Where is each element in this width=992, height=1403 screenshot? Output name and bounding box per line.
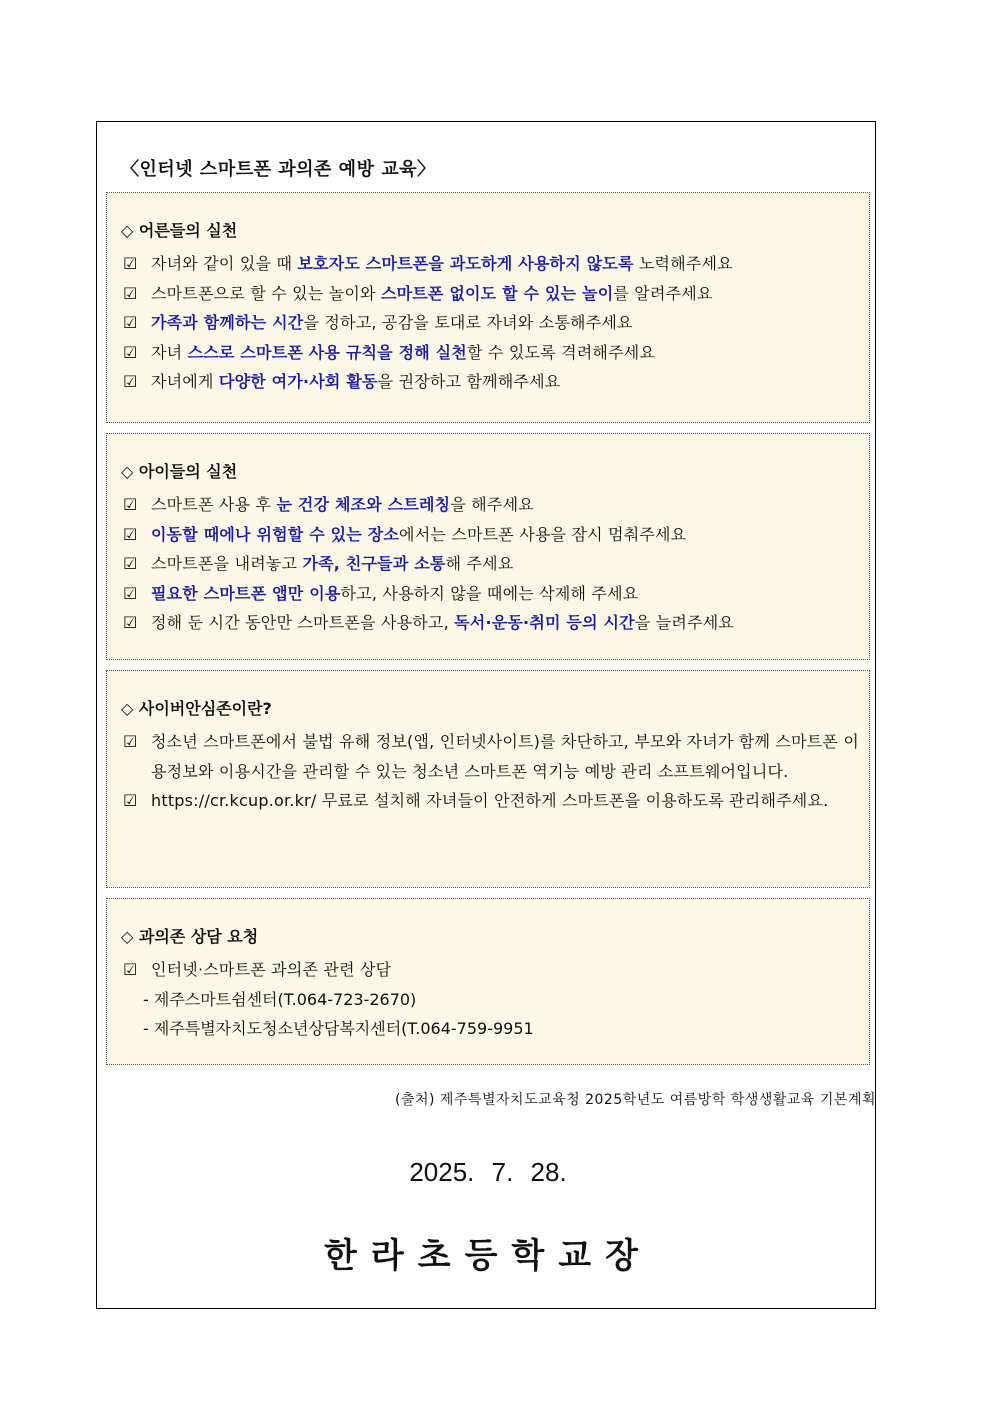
item-text: 정해 둔 시간 동안만 스마트폰을 사용하고,	[151, 613, 455, 632]
item-text: 해 주세요	[445, 554, 514, 573]
section-adults	[106, 192, 870, 423]
item-text: 을 늘려주세요	[634, 613, 735, 632]
checklist-item	[121, 367, 859, 397]
checkbox-checked-icon: ☑	[123, 283, 138, 303]
counseling-center: - 제주스마트쉼센터(T.064-723-2670)	[143, 989, 417, 1009]
checkbox-checked-icon: ☑	[123, 583, 138, 603]
checkbox-checked-icon: ☑	[123, 313, 138, 332]
checklist-item	[121, 727, 859, 786]
item-text: 노력해주세요	[633, 254, 733, 273]
checkbox-checked-icon: ☑	[123, 254, 138, 273]
checklist-item	[121, 279, 859, 309]
highlighted-text: 독서·운동·취미 등의 시간	[454, 613, 635, 632]
item-text: 할 수 있도록 격려해주세요	[466, 342, 656, 362]
item-text: 인터넷·스마트폰 과의존 관련 상담	[151, 960, 392, 979]
checklist-item	[121, 579, 859, 609]
checklist-item	[121, 520, 859, 550]
source-citation: (출처) 제주특별자치도교육청 2025학년도 여름방학 학생생활교육 기본계획	[395, 1092, 876, 1108]
checklist-item	[121, 308, 859, 338]
section-counseling	[106, 898, 870, 1065]
highlighted-text: 필요한 스마트폰 앱만 이용	[151, 583, 341, 603]
item-text: 스마트폰 사용 후	[151, 495, 277, 514]
checkbox-checked-icon: ☑	[123, 495, 138, 514]
checkbox-checked-icon: ☑	[123, 613, 138, 632]
checkbox-checked-icon: ☑	[123, 960, 138, 979]
document-date: 2025. 7. 28.	[409, 1157, 567, 1187]
highlighted-text: 가족, 친구들과 소통	[302, 554, 446, 573]
item-text: 청소년 스마트폰에서 불법 유해 정보(앱, 인터넷사이트)를 차단하고, 부모와 자녀가 함께 스마트폰 이용정보와 이용시간을 관리할 수 있는 청소년 스마트폰 역기능 예방 관리 소프트웨어입니다.	[151, 732, 859, 781]
highlighted-text: 가족과 함께하는 시간	[151, 313, 304, 332]
item-list	[121, 490, 859, 638]
highlighted-text: 보호자도 스마트폰을 과도하게 사용하지 않도록	[297, 254, 634, 273]
checklist-item	[121, 249, 859, 279]
item-text: 스마트폰으로 할 수 있는 놀이와	[151, 283, 381, 303]
item-text: 을 권장하고 함께해주세요	[377, 372, 561, 391]
item-text: 을 해주세요	[450, 495, 534, 514]
section-heading: ◇ 아이들의 실천	[121, 462, 238, 481]
item-text: 에서는 스마트폰 사용을 잠시 멈춰주세요	[399, 524, 687, 544]
item-text: 자녀	[151, 342, 188, 362]
highlighted-text: 이동할 때에나 위험할 수 있는 장소	[151, 524, 400, 544]
item-text: 자녀에게	[151, 372, 219, 391]
highlighted-text: 스마트폰 없이도 할 수 있는 놀이	[380, 283, 614, 303]
section-heading: ◇ 어른들의 실천	[121, 221, 238, 240]
checkbox-checked-icon: ☑	[123, 372, 138, 391]
highlighted-text: 눈 건강 체조와 스트레칭	[276, 495, 451, 514]
checkbox-checked-icon: ☑	[123, 791, 138, 810]
section-heading: ◇ 사이버안심존이란?	[121, 699, 272, 718]
checkbox-checked-icon: ☑	[123, 524, 138, 544]
highlighted-text: 다양한 여가·사회 활동	[218, 372, 378, 391]
item-list	[121, 249, 859, 397]
item-text: 를 알려주세요	[613, 283, 713, 303]
checklist-item	[121, 549, 859, 579]
item-text: https://cr.kcup.or.kr/ 무료로 설치해 자녀들이 안전하게 스마트폰을 이용하도록 관리해주세요.	[151, 791, 829, 810]
section-heading: ◇ 과의존 상담 요청	[121, 927, 259, 946]
checklist-item	[121, 786, 859, 816]
item-text: 하고, 사용하지 않을 때에는 삭제해 주세요	[340, 583, 639, 603]
item-list	[121, 955, 859, 985]
checklist-item	[121, 955, 859, 985]
counseling-center: - 제주특별자치도청소년상담복지센터(T.064-759-9951	[143, 1019, 534, 1038]
checklist-item	[121, 490, 859, 520]
sub-list	[121, 985, 859, 1044]
section-children	[106, 433, 870, 660]
school-principal-signature: 한라초등학교장	[324, 1236, 652, 1276]
checkbox-checked-icon: ☑	[123, 732, 138, 751]
section-cyber-safe-zone	[106, 670, 870, 888]
item-text: 자녀와 같이 있을 때	[151, 254, 298, 273]
checklist-item	[121, 608, 859, 638]
item-text: 스마트폰을 내려놓고	[151, 554, 303, 573]
checkbox-checked-icon: ☑	[123, 554, 138, 573]
highlighted-text: 스스로 스마트폰 사용 규칙을 정해 실천	[187, 342, 467, 362]
item-list	[121, 727, 859, 816]
checkbox-checked-icon: ☑	[123, 342, 138, 362]
item-text: 을 정하고, 공감을 토대로 자녀와 소통해주세요	[303, 313, 633, 332]
checklist-item	[121, 338, 859, 368]
document-title: 〈인터넷 스마트폰 과의존 예방 교육〉	[121, 159, 436, 180]
